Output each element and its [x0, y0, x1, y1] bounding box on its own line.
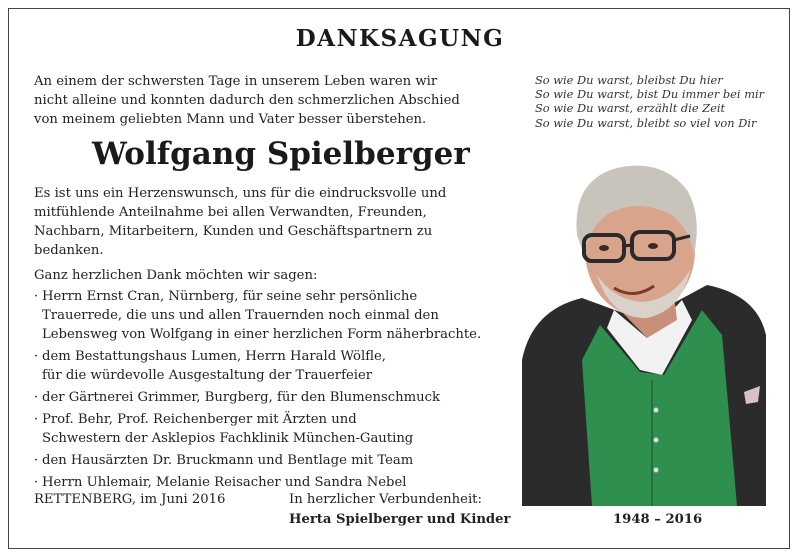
bullet: ·	[34, 390, 39, 405]
bullet: ·	[34, 453, 39, 468]
thanks-intro: Ganz herzlichen Dank möchten wir sagen:	[34, 268, 318, 283]
list-line: Herrn Ernst Cran, Nürnberg, für seine sehr persönliche	[42, 289, 418, 304]
bullet: ·	[34, 349, 39, 364]
list-line: den Hausärzten Dr. Bruckmann und Bentlage mit Team	[42, 453, 414, 468]
body-line: mitfühlende Anteilnahme bei allen Verwandten, Freunden,	[34, 205, 427, 220]
list-item	[34, 347, 504, 385]
list-line: Prof. Behr, Prof. Reichenberger mit Ärzten und	[42, 412, 357, 427]
poem-line: So wie Du warst, bist Du immer bei mir	[535, 87, 765, 102]
bullet: ·	[34, 412, 39, 427]
list-item	[34, 451, 504, 470]
poem-line: So wie Du warst, erzählt die Zeit	[535, 101, 726, 116]
intro-text	[34, 72, 474, 129]
poem-line: So wie Du warst, bleibt so viel von Dir	[535, 115, 757, 130]
list-item	[34, 388, 504, 407]
list-item	[34, 473, 504, 492]
list-line: Lebensweg von Wolfgang in einer herzlichen Form näherbrachte.	[42, 327, 482, 342]
signers: Herta Spielberger und Kinder	[289, 512, 511, 527]
deceased-name: Wolfgang Spielberger	[92, 136, 470, 172]
list-item	[34, 410, 504, 448]
list-line: der Gärtnerei Grimmer, Burgberg, für den Blumenschmuck	[42, 390, 440, 405]
intro-line: von meinem geliebten Mann und Vater besser überstehen.	[34, 112, 427, 127]
intro-line: An einem der schwersten Tage in unserem Leben waren wir	[34, 74, 438, 89]
intro-line: nicht alleine und konnten dadurch den schmerzlichen Abschied	[34, 93, 460, 108]
poem	[535, 73, 785, 130]
list-line: Trauerrede, die uns und allen Trauernden noch einmal den	[42, 308, 439, 323]
body-line: Es ist uns ein Herzenswunsch, uns für die eindrucksvolle und	[34, 186, 447, 201]
thanks-body	[34, 184, 454, 260]
body-line: Nachbarn, Mitarbeitern, Kunden und Geschäftspartnern zu	[34, 224, 433, 239]
notice-title: DANKSAGUNG	[295, 25, 505, 52]
list-item	[34, 287, 504, 344]
bullet: ·	[34, 475, 39, 490]
list-line: für die würdevolle Ausgestaltung der Trauerfeier	[42, 368, 373, 383]
thanks-list	[34, 287, 504, 495]
list-line: dem Bestattungshaus Lumen, Herrn Harald Wölfle,	[42, 349, 386, 364]
list-line: Schwestern der Asklepios Fachklinik München-Gauting	[42, 431, 414, 446]
life-years: 1948 – 2016	[613, 512, 703, 527]
portrait-photo	[522, 160, 766, 506]
body-line: bedanken.	[34, 243, 104, 258]
poem-line: So wie Du warst, bleibst Du hier	[535, 73, 723, 87]
bullet: ·	[34, 289, 39, 304]
place-date: RETTENBERG, im Juni 2016	[34, 492, 226, 507]
list-line: Herrn Uhlemair, Melanie Reisacher und Sandra Nebel	[42, 475, 407, 490]
closing-phrase: In herzlicher Verbundenheit:	[289, 492, 482, 507]
